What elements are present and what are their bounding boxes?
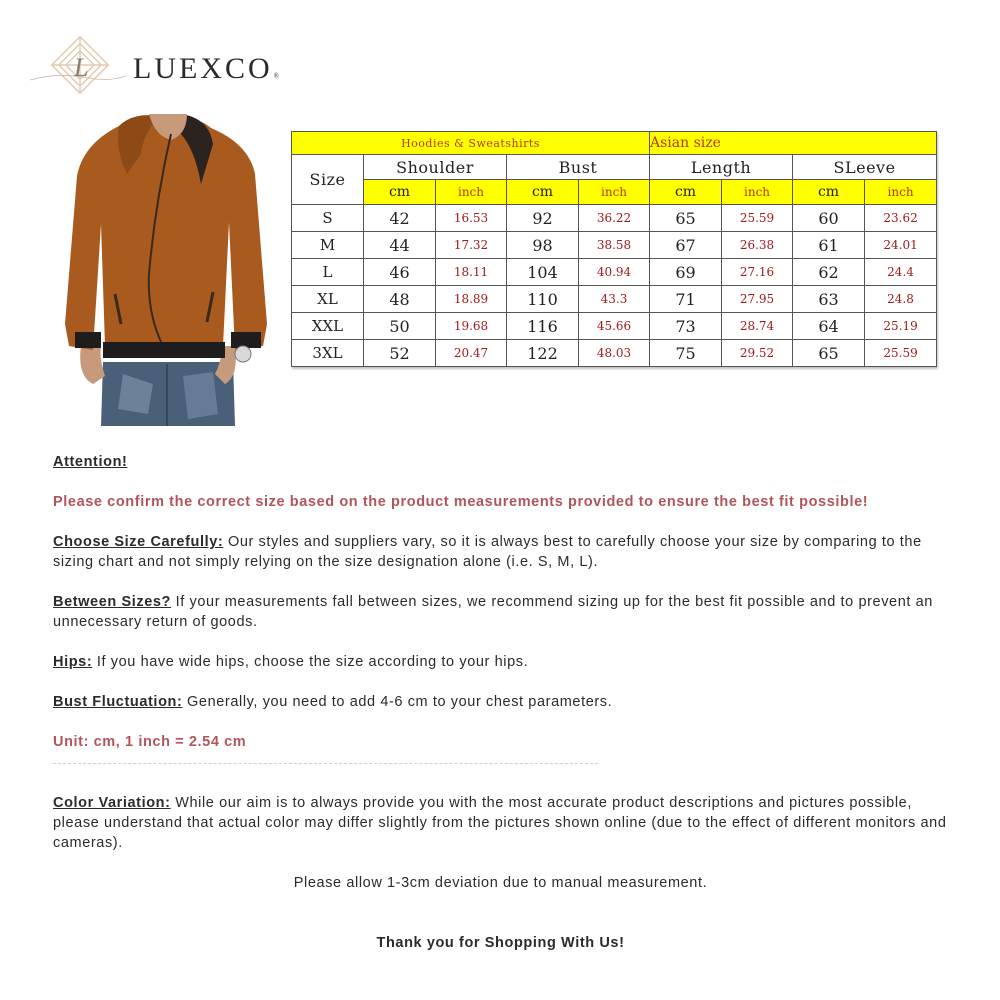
unit-inch-label: inch (722, 180, 793, 205)
bust-cm-cell: 122 (507, 340, 579, 367)
attention-heading: Attention! (53, 454, 128, 470)
bust-cm-cell: 92 (507, 205, 579, 232)
sleeve-inch-cell: 25.19 (865, 313, 937, 340)
sleeve-inch-cell: 24.8 (865, 286, 937, 313)
length-cm-cell: 71 (650, 286, 722, 313)
shoulder-inch-cell: 18.11 (436, 259, 507, 286)
between-sizes-paragraph (53, 592, 948, 632)
bust-inch-cell: 40.94 (579, 259, 650, 286)
length-cm-cell: 69 (650, 259, 722, 286)
shoulder-cm-cell: 46 (364, 259, 436, 286)
length-column-header: Length (650, 155, 793, 180)
table-row (292, 232, 937, 259)
shoulder-inch-cell: 18.89 (436, 286, 507, 313)
unit-header-row (292, 180, 937, 205)
sleeve-inch-cell: 24.01 (865, 232, 937, 259)
length-inch-cell: 29.52 (722, 340, 793, 367)
length-cm-cell: 75 (650, 340, 722, 367)
unit-cm-label: cm (650, 180, 722, 205)
hips-paragraph (53, 652, 528, 672)
length-inch-cell: 27.16 (722, 259, 793, 286)
shoulder-cm-cell: 52 (364, 340, 436, 367)
unit-inch-label: inch (865, 180, 937, 205)
sleeve-inch-cell: 23.62 (865, 205, 937, 232)
length-inch-cell: 26.38 (722, 232, 793, 259)
unit-inch-label: inch (436, 180, 507, 205)
brand-logo (28, 36, 298, 106)
diamond-monogram-logo-icon (28, 36, 128, 106)
sleeve-column-header: SLeeve (793, 155, 937, 180)
bust-inch-cell: 45.66 (579, 313, 650, 340)
table-row (292, 340, 937, 367)
bust-inch-cell: 48.03 (579, 340, 650, 367)
bust-fluctuation-paragraph (53, 692, 612, 712)
sleeve-cm-cell: 60 (793, 205, 865, 232)
size-chart-title: Hoodies & Sweatshirts (292, 132, 650, 155)
color-variation-paragraph (53, 793, 953, 853)
sleeve-cm-cell: 62 (793, 259, 865, 286)
unit-cm-label: cm (793, 180, 865, 205)
length-cm-cell: 73 (650, 313, 722, 340)
bust-inch-cell: 36.22 (579, 205, 650, 232)
size-cell: XXL (292, 313, 364, 340)
length-inch-cell: 25.59 (722, 205, 793, 232)
registered-mark: ® (273, 72, 279, 80)
size-chart-table (291, 131, 937, 367)
shoulder-cm-cell: 44 (364, 232, 436, 259)
size-chart-header-row (292, 155, 937, 180)
logo-letter: L (74, 53, 89, 82)
bust-cm-cell: 110 (507, 286, 579, 313)
table-row (292, 313, 937, 340)
hoodie-model-photo-icon (63, 114, 273, 426)
choose-size-text: Our styles and suppliers vary, so it is always best to carefully choose your size by comparing to the sizing chart and not simply relying on the size designation alone (i.e. S, M, L). (53, 534, 922, 570)
shoulder-inch-cell: 19.68 (436, 313, 507, 340)
bust-cm-cell: 104 (507, 259, 579, 286)
size-cell: S (292, 205, 364, 232)
thank-you-message: Thank you for Shopping With Us! (376, 935, 625, 951)
between-sizes-text: If your measurements fall between sizes, we recommend sizing up for the best fit possible and to prevent an unnecessary return of goods. (53, 594, 933, 630)
sleeve-cm-cell: 63 (793, 286, 865, 313)
bust-fluctuation-label: Bust Fluctuation: (53, 694, 183, 710)
length-inch-cell: 28.74 (722, 313, 793, 340)
shoulder-column-header: Shoulder (364, 155, 507, 180)
color-variation-label: Color Variation: (53, 795, 171, 811)
size-chart-subtitle: Asian size (650, 132, 937, 155)
between-sizes-label: Between Sizes? (53, 594, 171, 610)
sleeve-inch-cell: 24.4 (865, 259, 937, 286)
size-cell: L (292, 259, 364, 286)
size-cell: XL (292, 286, 364, 313)
unit-conversion-note: Unit: cm, 1 inch = 2.54 cm (53, 734, 247, 750)
bust-cm-cell: 98 (507, 232, 579, 259)
size-chart-banner (292, 132, 937, 155)
deviation-note: Please allow 1-3cm deviation due to manual measurement. (293, 875, 708, 891)
table-row (292, 259, 937, 286)
bust-inch-cell: 38.58 (579, 232, 650, 259)
shoulder-inch-cell: 16.53 (436, 205, 507, 232)
sleeve-cm-cell: 65 (793, 340, 865, 367)
shoulder-cm-cell: 42 (364, 205, 436, 232)
table-row (292, 286, 937, 313)
unit-inch-label: inch (579, 180, 650, 205)
choose-size-label: Choose Size Carefully: (53, 534, 224, 550)
bust-column-header: Bust (507, 155, 650, 180)
bust-inch-cell: 43.3 (579, 286, 650, 313)
shoulder-cm-cell: 50 (364, 313, 436, 340)
dashed-divider (53, 763, 598, 764)
bust-fluctuation-text: Generally, you need to add 4-6 cm to your chest parameters. (182, 694, 613, 710)
shoulder-inch-cell: 17.32 (436, 232, 507, 259)
size-cell: 3XL (292, 340, 364, 367)
size-cell: M (292, 232, 364, 259)
sleeve-cm-cell: 61 (793, 232, 865, 259)
shoulder-inch-cell: 20.47 (436, 340, 507, 367)
choose-size-paragraph (53, 532, 948, 572)
shoulder-cm-cell: 48 (364, 286, 436, 313)
brand-name: LUEXCO® (133, 52, 279, 85)
fit-notice: Please confirm the correct size based on the product measurements provided to ensure the best fit possible! (53, 494, 869, 510)
length-inch-cell: 27.95 (722, 286, 793, 313)
unit-cm-label: cm (364, 180, 436, 205)
color-variation-text: While our aim is to always provide you with the most accurate product descriptions and pictures possible, please understand that actual color may differ slightly from the pictures shown online (due to the effect of different monitors and cameras). (53, 795, 947, 851)
length-cm-cell: 67 (650, 232, 722, 259)
sleeve-inch-cell: 25.59 (865, 340, 937, 367)
size-column-header: Size (292, 155, 364, 205)
table-row (292, 205, 937, 232)
unit-cm-label: cm (507, 180, 579, 205)
hips-text: If you have wide hips, choose the size according to your hips. (92, 654, 529, 670)
hips-label: Hips: (53, 654, 93, 670)
sleeve-cm-cell: 64 (793, 313, 865, 340)
bust-cm-cell: 116 (507, 313, 579, 340)
length-cm-cell: 65 (650, 205, 722, 232)
